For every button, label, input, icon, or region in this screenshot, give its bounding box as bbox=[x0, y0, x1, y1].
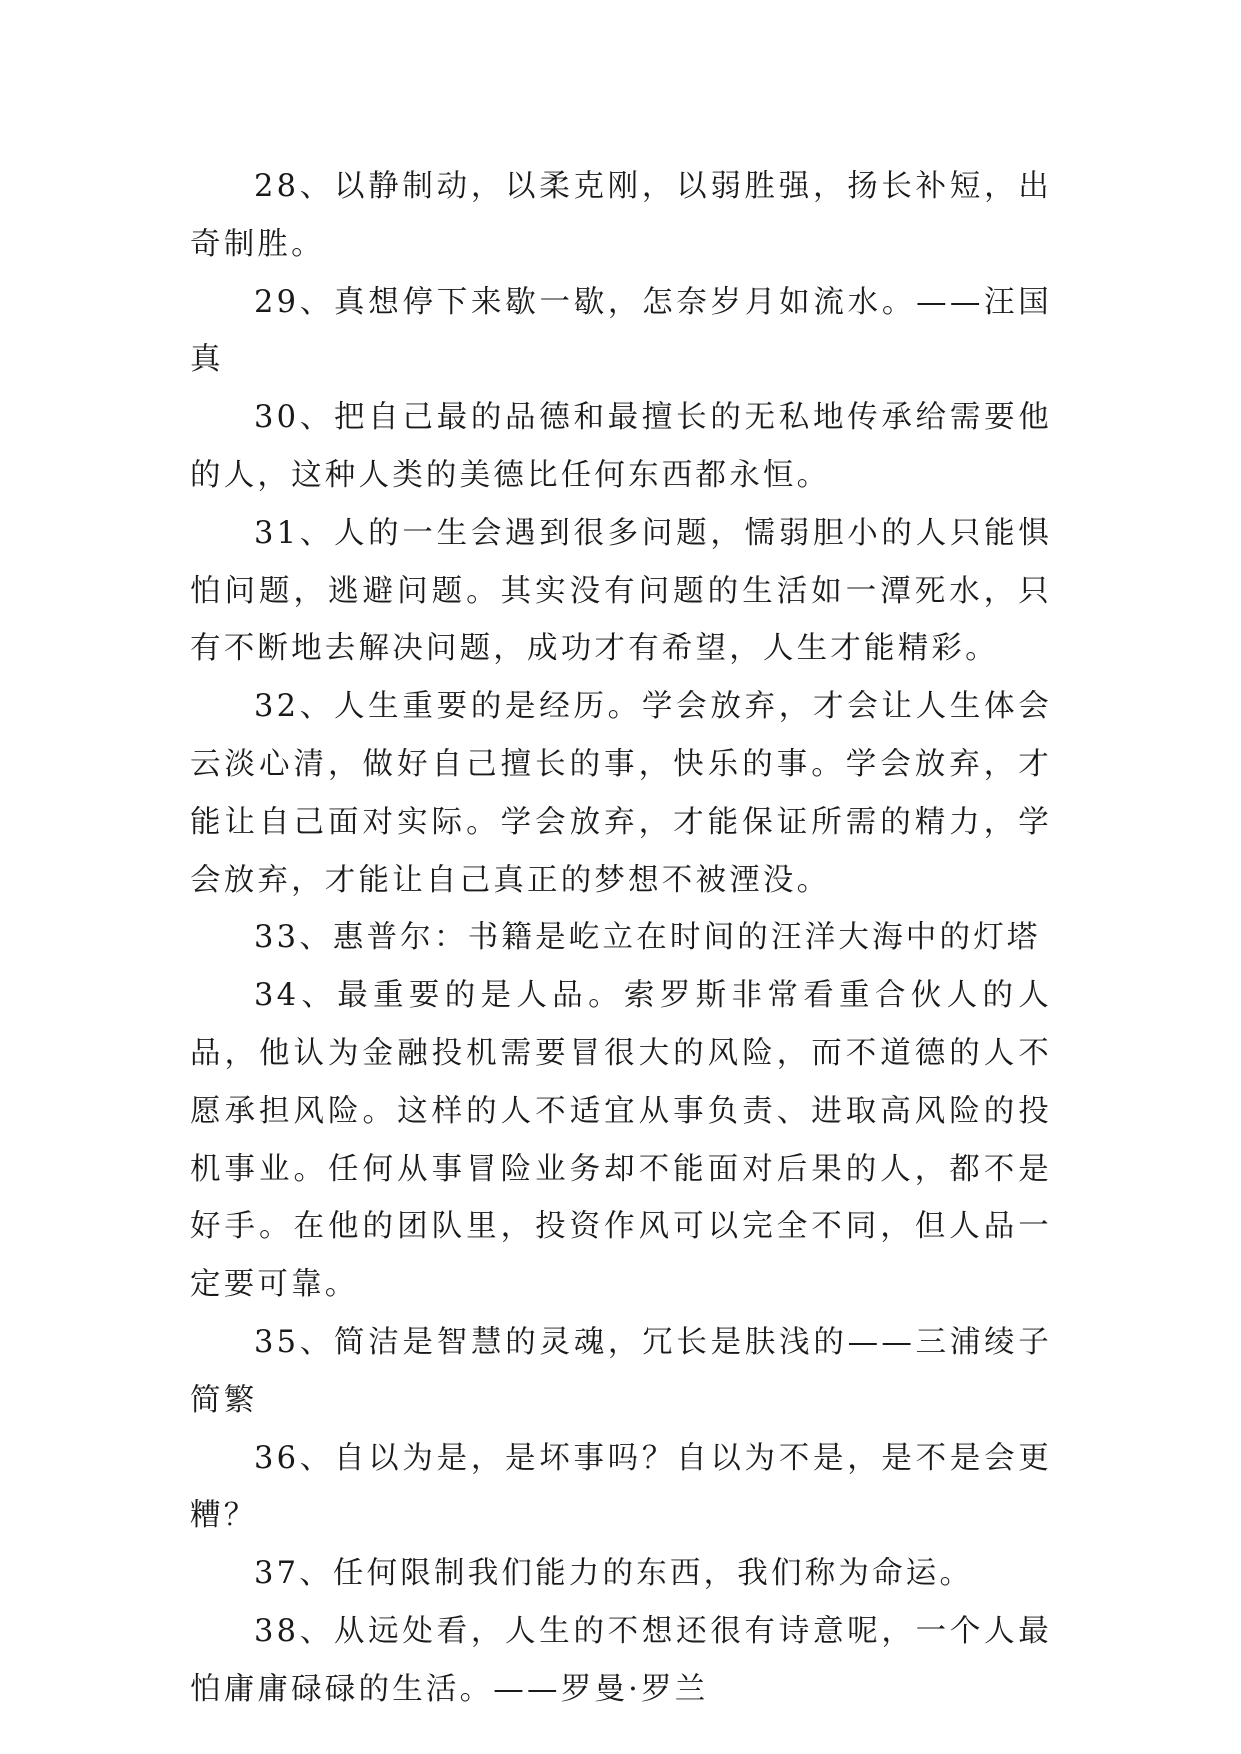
quote-paragraph-28: 28、以静制动，以柔克刚，以弱胜强，扬长补短，出奇制胜。 bbox=[190, 169, 1052, 262]
quote-paragraph-36: 36、自以为是，是坏事吗？自以为不是，是不是会更糟？ bbox=[190, 1440, 1052, 1534]
quote-paragraph-33: 33、惠普尔：书籍是屹立在时间的汪洋大海中的灯塔 bbox=[254, 920, 1041, 956]
quote-paragraph-38: 38、从远处看，人生的不想还很有诗意呢，一个人最怕庸庸碌碌的生活。——罗曼·罗兰 bbox=[190, 1613, 1052, 1707]
quote-paragraph-31: 31、人的一生会遇到很多问题，懦弱胆小的人只能惧怕问题，逃避问题。其实没有问题的生活如一潭死水，只有不断地去解决问题，成功才有希望，人生才能精彩。 bbox=[190, 515, 1052, 667]
quote-paragraph-37: 37、任何限制我们能力的东西，我们称为命运。 bbox=[254, 1556, 974, 1592]
quote-paragraph-34: 34、最重要的是人品。索罗斯非常看重合伙人的人品，他认为金融投机需要冒很大的风险，而不道德的人不愿承担风险。这样的人不适宜从事负责、进取高风险的投机事业。任何从事冒险业务却不能面对后果的人，都不是好手。在他的团队里，投资作风可以完全不同，但人品一定要可靠。 bbox=[190, 978, 1052, 1303]
quote-paragraph-30: 30、把自己最的品德和最擅长的无私地传承给需要他的人，这种人类的美德比任何东西都永恒。 bbox=[190, 400, 1052, 493]
quote-paragraph-35: 35、简洁是智慧的灵魂，冗长是肤浅的——三浦绫子简繁 bbox=[190, 1324, 1052, 1418]
document-body bbox=[190, 158, 1052, 1719]
quote-paragraph-32: 32、人生重要的是经历。学会放弃，才会让人生体会云淡心清，做好自己擅长的事，快乐的事。学会放弃，才能让自己面对实际。学会放弃，才能保证所需的精力，学会放弃，才能让自己真正的梦想不被湮没。 bbox=[190, 689, 1052, 898]
quote-paragraph-29: 29、真想停下来歇一歇，怎奈岁月如流水。——汪国真 bbox=[190, 284, 1052, 378]
